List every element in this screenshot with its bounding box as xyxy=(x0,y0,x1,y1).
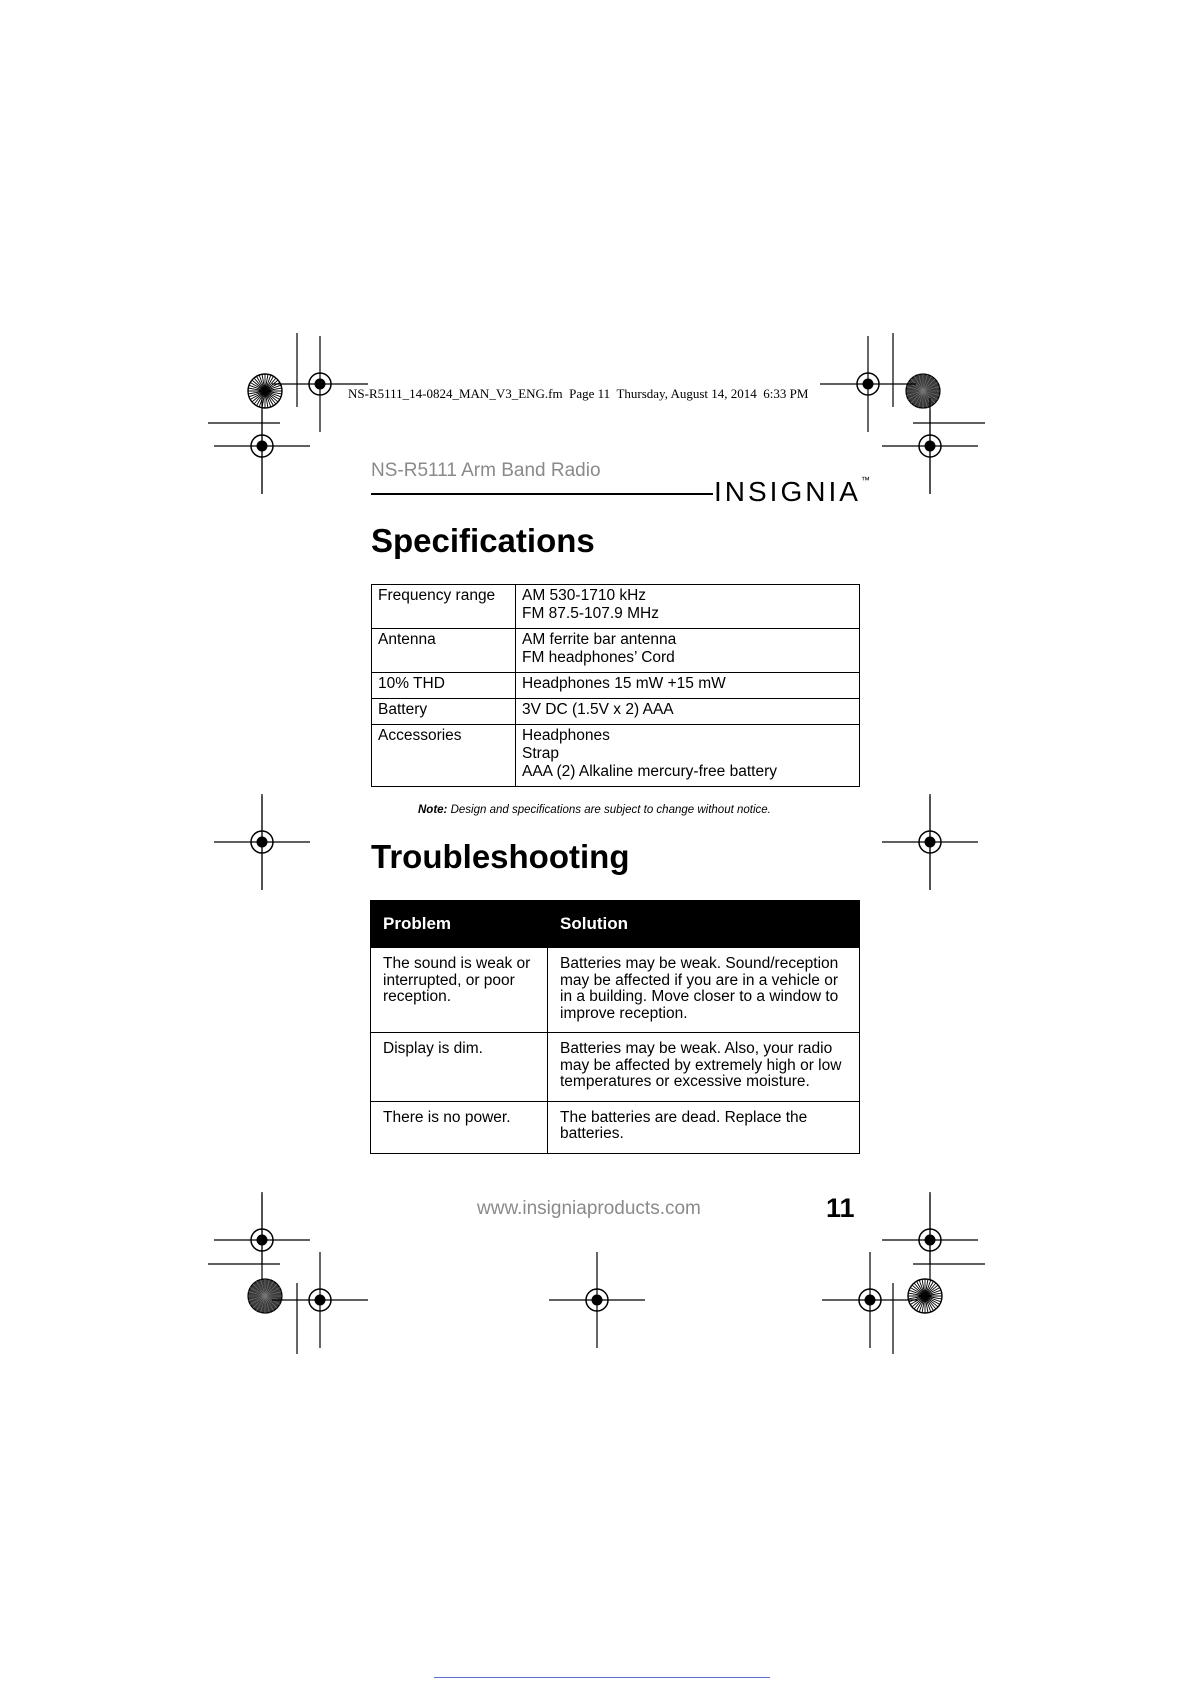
header-rule xyxy=(371,493,713,495)
brand-logo xyxy=(714,475,870,507)
file-header-date: Thursday, August 14, 2014 xyxy=(616,386,757,401)
registration-mark xyxy=(549,1252,645,1348)
spec-value xyxy=(516,629,860,673)
troubleshooting-table xyxy=(370,900,860,1154)
spec-value xyxy=(516,725,860,787)
troubleshooting-row xyxy=(371,1033,860,1102)
spec-value-line: 3V DC (1.5V x 2) AAA xyxy=(522,701,674,718)
problem-cell: There is no power. xyxy=(371,1101,548,1153)
page-number: 11 xyxy=(826,1193,855,1223)
registration-mark xyxy=(272,336,368,432)
problem-cell: Display is dim. xyxy=(371,1033,548,1102)
spec-label: Frequency range xyxy=(372,585,516,629)
solution-cell: Batteries may be weak. Also, your radio may be affected by extremely high or low temperatures or excessive moisture. xyxy=(548,1033,860,1102)
column-header-problem: Problem xyxy=(371,901,548,948)
spec-value-line: AM 530-1710 kHz xyxy=(522,587,647,604)
troubleshooting-row xyxy=(371,948,860,1033)
troubleshooting-header-row xyxy=(371,901,860,948)
spec-label: Accessories xyxy=(372,725,516,787)
solution-cell: Batteries may be weak. Sound/reception may be affected if you are in a vehicle or in a building. Move closer to a window to improve reception. xyxy=(548,948,860,1033)
spec-row xyxy=(372,629,860,673)
product-title: NS-R5111 Arm Band Radio xyxy=(371,460,601,481)
spec-label: Antenna xyxy=(372,629,516,673)
spec-value-line: Headphones xyxy=(522,727,610,744)
solution-cell: The batteries are dead. Replace the batteries. xyxy=(548,1101,860,1153)
file-header xyxy=(348,386,848,402)
brand-name: INSIGNIA xyxy=(714,476,861,507)
spec-value-line: AAA (2) Alkaline mercury-free battery xyxy=(522,763,777,780)
spec-row xyxy=(372,725,860,787)
spec-value xyxy=(516,585,860,629)
spec-value xyxy=(516,673,860,699)
star-target-mark xyxy=(248,374,282,408)
spec-value-line: FM headphones’ Cord xyxy=(522,649,675,666)
file-header-page: Page 11 xyxy=(569,386,611,401)
registration-mark xyxy=(272,1252,368,1348)
file-header-time: 6:33 PM xyxy=(763,386,809,401)
registration-mark xyxy=(822,1252,918,1348)
spec-value-line: FM 87.5-107.9 MHz xyxy=(522,605,659,622)
spec-value-line: AM ferrite bar antenna xyxy=(522,631,677,648)
registration-mark xyxy=(820,336,916,432)
footer-url: www.insigniaproducts.com xyxy=(477,1198,701,1219)
spec-value-line: Headphones 15 mW +15 mW xyxy=(522,675,726,692)
spec-row xyxy=(372,585,860,629)
bottom-link-line xyxy=(434,1677,770,1678)
file-header-filename: NS-R5111_14-0824_MAN_V3_ENG.fm xyxy=(348,386,563,401)
spec-value-line: Strap xyxy=(522,745,560,762)
star-target-mark xyxy=(908,1279,942,1313)
note-text: Design and specifications are subject to change without notice. xyxy=(447,804,771,816)
note-label: Note: xyxy=(418,804,448,816)
specifications-note xyxy=(418,804,771,816)
specifications-table xyxy=(371,584,860,787)
spec-row xyxy=(372,673,860,699)
specifications-heading: Specifications xyxy=(371,522,595,559)
spec-value xyxy=(516,699,860,725)
spec-label: 10% THD xyxy=(372,673,516,699)
troubleshooting-heading: Troubleshooting xyxy=(371,838,630,875)
problem-cell: The sound is weak or interrupted, or poor reception. xyxy=(371,948,548,1033)
spec-row xyxy=(372,699,860,725)
troubleshooting-row xyxy=(371,1101,860,1153)
spec-label: Battery xyxy=(372,699,516,725)
brand-trademark: ™ xyxy=(860,475,870,485)
column-header-solution: Solution xyxy=(548,901,860,948)
